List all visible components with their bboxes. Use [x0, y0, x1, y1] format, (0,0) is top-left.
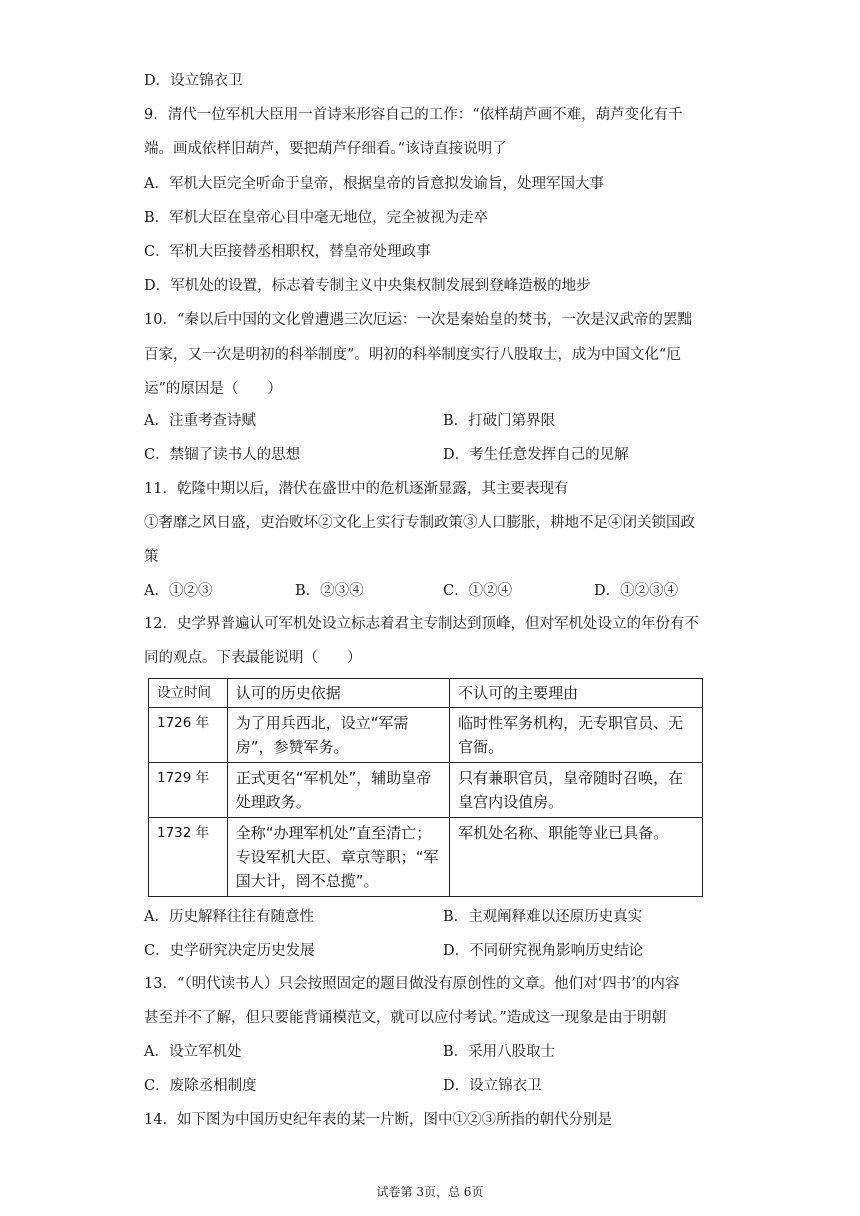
- q12-table: [148, 678, 703, 897]
- q12-option-d: D．不同研究视角影响历史结论: [443, 943, 644, 959]
- q11-option-b: B．②③④: [295, 583, 364, 599]
- q11-option-d: D．①②③④: [594, 583, 679, 599]
- q10-stem-line-3: 运”的原因是（ ）: [144, 381, 282, 397]
- q9-option-d: D．军机处的设置，标志着专制主义中央集权制发展到登峰造极的地步: [144, 278, 591, 294]
- page-footer: 试卷第 3页，总 6页: [376, 1185, 484, 1199]
- q10-option-b: B．打破门第界限: [443, 413, 556, 429]
- table-header-basis: 认可的历史依据: [227, 679, 449, 708]
- q10-option-c: C．禁锢了读书人的思想: [144, 447, 301, 463]
- q12-option-a: A．历史解释往往有随意性: [144, 909, 314, 925]
- q11-option-c: C．①②④: [443, 583, 513, 599]
- q9-stem-line-2: 端。画成依样旧葫芦，要把葫芦仔细看。”该诗直接说明了: [144, 141, 507, 157]
- table-cell-reason: 只有兼职官员，皇帝随时召唤，在皇宫内设值房。: [450, 763, 703, 818]
- table-row: [149, 763, 703, 818]
- q14-stem-line-1: 14．如下图为中国历史纪年表的某一片断，图中①②③所指的朝代分别是: [144, 1112, 612, 1128]
- table-cell-year: 1726 年: [149, 708, 228, 763]
- q11-stem-line-2: ①奢靡之风日盛，吏治败坏②文化上实行专制政策③人口膨胀，耕地不足④闭关锁国政: [144, 515, 695, 531]
- q12-option-c: C．史学研究决定历史发展: [144, 943, 315, 959]
- table-cell-reason: 军机处名称、职能等业已具备。: [450, 818, 703, 897]
- table-header-reason: 不认可的主要理由: [450, 679, 703, 708]
- table-cell-basis: 正式更名“军机处”，辅助皇帝处理政务。: [227, 763, 449, 818]
- table-header-row: [149, 679, 703, 708]
- q11-stem-line-1: 11．乾隆中期以后，潜伏在盛世中的危机逐渐显露，其主要表现有: [144, 481, 569, 497]
- q13-option-d: D．设立锦衣卫: [443, 1078, 542, 1094]
- q9-stem-line-1: 9．清代一位军机大臣用一首诗来形容自己的工作：“依样葫芦画不难，葫芦变化有千: [144, 107, 683, 123]
- q10-stem-line-1: 10．“秦以后中国的文化曾遭遇三次厄运：一次是秦始皇的焚书，一次是汉武帝的罢黜: [144, 312, 692, 328]
- q12-option-b: B．主观阐释难以还原历史真实: [443, 909, 643, 925]
- q9-option-a: A．军机大臣完全听命于皇帝，根据皇帝的旨意拟发谕旨，处理军国大事: [144, 176, 604, 192]
- q11-option-a: A．①②③: [144, 583, 213, 599]
- table-cell-basis: 为了用兵西北，设立“军需房”，参赞军务。: [227, 708, 449, 763]
- q9-option-b: B．军机大臣在皇帝心目中毫无地位，完全被视为走卒: [144, 210, 489, 226]
- table-cell-reason: 临时性军务机构，无专职官员、无官衙。: [450, 708, 703, 763]
- q10-option-a: A．注重考查诗赋: [144, 413, 256, 429]
- q12-stem-line-1: 12．史学界普遍认可军机处设立标志着君主专制达到顶峰，但对军机处设立的年份有不: [144, 616, 699, 632]
- q13-option-a: A．设立军机处: [144, 1044, 242, 1060]
- table-row: [149, 708, 703, 763]
- q11-stem-line-3: 策: [144, 549, 159, 565]
- q9-option-c: C．军机大臣接替丞相职权，替皇帝处理政事: [144, 244, 431, 260]
- q13-option-b: B．采用八股取士: [443, 1044, 556, 1060]
- table-cell-basis: 全称“办理军机处”直至清亡；专设军机大臣、章京等职；“军国大计，罔不总揽”。: [227, 818, 449, 897]
- q8-option-d: D．设立锦衣卫: [144, 73, 243, 89]
- table-row: [149, 818, 703, 897]
- table-cell-year: 1732 年: [149, 818, 228, 897]
- q10-stem-line-2: 百家，又一次是明初的科举制度”。明初的科举制度实行八股取士，成为中国文化“厄: [144, 347, 681, 363]
- q10-option-d: D．考生任意发挥自己的见解: [443, 447, 629, 463]
- q13-option-c: C．废除丞相制度: [144, 1078, 257, 1094]
- q12-stem-line-2: 同的观点。下表最能说明（ ）: [144, 650, 362, 666]
- q13-stem-line-2: 甚至并不了解，但只要能背诵模范文，就可以应付考试。”造成这一现象是由于明朝: [144, 1010, 667, 1026]
- table-cell-year: 1729 年: [149, 763, 228, 818]
- q13-stem-line-1: 13．“（明代读书人）只会按照固定的题目做没有原创性的文章。他们对‘四书’的内容: [144, 976, 680, 992]
- table-header-time: 设立时间: [149, 679, 228, 708]
